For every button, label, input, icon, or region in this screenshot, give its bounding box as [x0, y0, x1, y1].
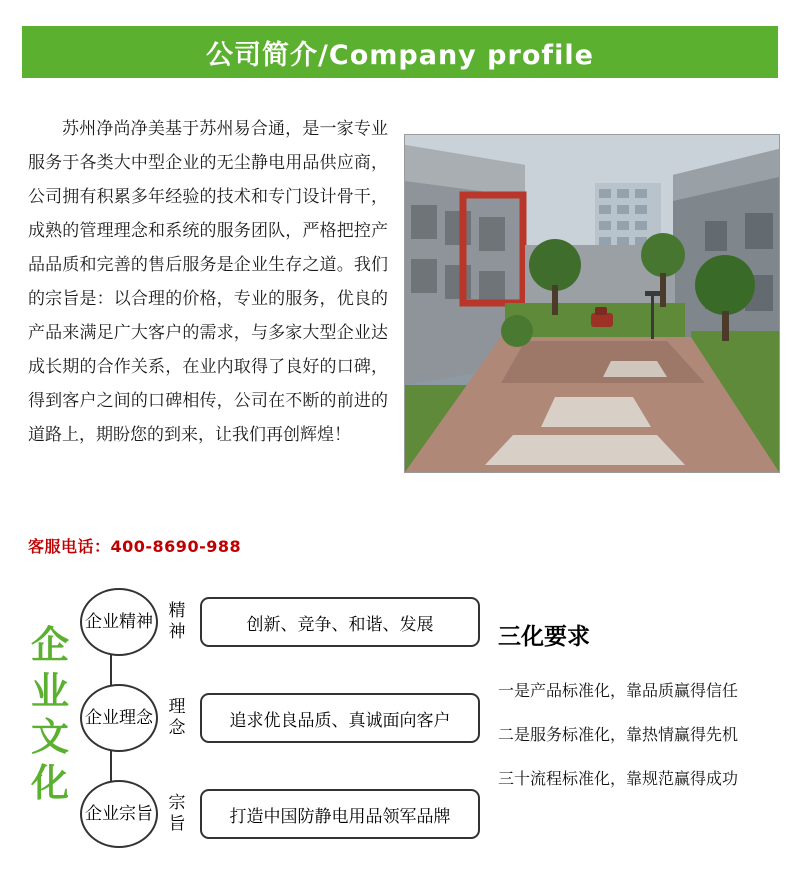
- culture-row-purpose: [80, 772, 480, 856]
- culture-row-spirit: [80, 580, 480, 664]
- requirement-item-3: 三十流程标准化，靠规范赢得成功: [498, 769, 739, 788]
- requirement-item-1: 一是产品标准化，靠品质赢得信任: [498, 681, 739, 700]
- culture-rows: [80, 580, 480, 868]
- requirement-item-2: 二是服务标准化，靠热情赢得先机: [498, 725, 739, 744]
- culture-box-purpose: 打造中国防静电用品领军品牌: [200, 789, 480, 839]
- campus-photo: [404, 134, 780, 473]
- culture-vertical-philosophy: 理念: [168, 697, 186, 738]
- culture-oval-purpose: 企业宗旨: [80, 780, 158, 848]
- culture-oval-spirit: 企业精神: [80, 588, 158, 656]
- culture-vertical-spirit: 精神: [168, 601, 186, 642]
- culture-row-philosophy: [80, 676, 480, 760]
- culture-box-philosophy: 追求优良品质、真诚面向客户: [200, 693, 480, 743]
- requirements-section: [498, 618, 788, 801]
- culture-box-spirit: 创新、竞争、和谐、发展: [200, 597, 480, 647]
- customer-service-hotline: 客服电话：400-8690-988: [28, 537, 242, 556]
- campus-photo-illustration: [405, 135, 779, 472]
- culture-vertical-purpose: 宗旨: [168, 793, 186, 834]
- culture-section-label: 企业文化: [30, 623, 69, 805]
- page-header-banner: [22, 26, 778, 78]
- company-intro-paragraph: 苏州净尚净美基于苏州易合通，是一家专业服务于各类大中型企业的无尘静电用品供应商，公司拥有积累多年经验的技术和专门设计骨干，成熟的管理理念和系统的服务团队，严格把控产品品质和完善的售后服务是企业生存之道。我们的宗旨是：以合理的价格，专业的服务，优良的产品来满足广大客户的需求，与多家大型企业达成长期的合作关系，在业内取得了良好的口碑，得到客户之间的口碑相传，公司在不断的前进的道路上，期盼您的到来，让我们再创辉煌！: [28, 119, 388, 445]
- culture-oval-philosophy: 企业理念: [80, 684, 158, 752]
- requirements-title: 三化要求: [498, 624, 590, 650]
- page-title: 公司简介/Company profile: [206, 39, 594, 71]
